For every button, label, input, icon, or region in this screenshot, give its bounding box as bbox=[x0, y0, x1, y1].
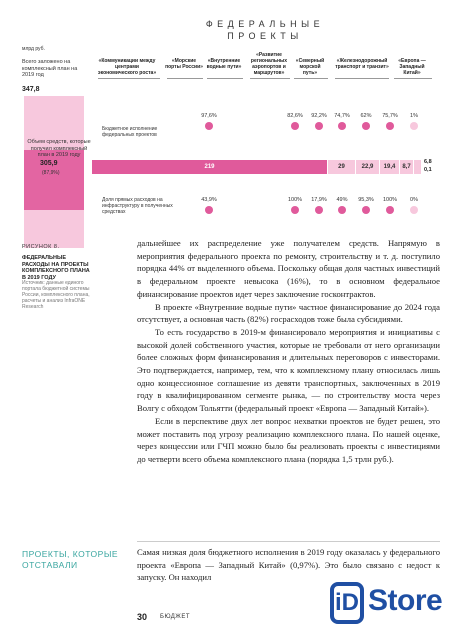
store-logo-mark: iD bbox=[330, 582, 364, 624]
row1-value-2: 82,6% bbox=[287, 113, 303, 119]
bar-segment-3: 22,9 bbox=[356, 160, 380, 174]
row1-value-3: 92,2% bbox=[311, 113, 327, 119]
col-head-3: «Внутренние водные пути» bbox=[206, 58, 242, 70]
col-rule-6 bbox=[335, 78, 389, 79]
page-header-title: ФЕДЕРАЛЬНЫЕ ПРОЕКТЫ bbox=[205, 19, 325, 41]
col-rule-5 bbox=[294, 78, 328, 79]
row1-value-6: 75,7% bbox=[382, 113, 398, 119]
row2-dot-5 bbox=[362, 206, 370, 214]
col-head-4: «Развитие региональных аэропортов и маршрутов» bbox=[250, 52, 288, 76]
row2-value-5: 95,3% bbox=[358, 197, 374, 203]
col-head-6: «Железнодорожный транспорт и транзит» bbox=[335, 58, 389, 70]
row1-dot-3 bbox=[315, 122, 323, 130]
body-paragraph-1: дальнейшее их распределение уже получателем средств. Напрямую в мероприятия федерального проекта по ремонту, строительству и т. д. поступило порядка 44% от выделенного объема. Поскольку общая доля частных инвестиций в федеральном проекте невысока (16%), то в основном федеральное финансирование проектов идет через заключение госконтрактов. bbox=[137, 238, 440, 299]
row2-value-4: 49% bbox=[336, 197, 348, 203]
section-heading: ПРОЕКТЫ, КОТОРЫЕ ОТСТАВАЛИ bbox=[22, 549, 119, 570]
col-head-1: «Коммуникации между центрами экономического роста» bbox=[97, 58, 157, 76]
footer-label: БЮДЖЕТ bbox=[160, 614, 191, 620]
col-head-2: «Морские порты России» bbox=[165, 58, 203, 70]
bar-segment-5: 8,7 bbox=[400, 160, 414, 174]
row2-label: Доля прямых расходов на инфраструктуру в полученных средствах bbox=[102, 197, 173, 215]
row1-dot-4 bbox=[338, 122, 346, 130]
store-logo-text: Store bbox=[368, 584, 443, 617]
col-rule-2 bbox=[167, 78, 203, 79]
page-number: 30 bbox=[137, 612, 148, 622]
row1-label: Бюджетное исполнение федеральных проектов bbox=[102, 126, 158, 138]
row1-dot-7 bbox=[410, 122, 418, 130]
row2-dot-6 bbox=[386, 206, 394, 214]
col-rule-4 bbox=[250, 78, 290, 79]
received-value: 305,9 bbox=[40, 160, 58, 167]
body-column bbox=[137, 237, 440, 466]
col-rule-7 bbox=[394, 78, 432, 79]
row2-value-6: 100% bbox=[382, 197, 398, 203]
total-value: 347,8 bbox=[22, 86, 40, 93]
row1-value-5: 62% bbox=[360, 113, 372, 119]
body-paragraph-4: Если в перспективе двух лет вопрос нехватки проектов не будет решен, это может поставить под угрозу реализацию комплексного плана. По нашей оценке, через концессии или ГЧП можно было бы реализовать проекты с инвестициями до четверти всего объема комплексного плана (порядка 1,5 трлн руб.). bbox=[137, 415, 440, 464]
section-rule bbox=[137, 541, 440, 542]
col-head-7: «Европа — Западный Китай» bbox=[398, 58, 426, 76]
row1-value-4: 74,7% bbox=[334, 113, 350, 119]
unit-label: млрд руб. bbox=[22, 46, 45, 52]
col-head-5: «Северный морской путь» bbox=[295, 58, 325, 76]
bar-segment-2: 29 bbox=[328, 160, 356, 174]
row1-dot-2 bbox=[291, 122, 299, 130]
received-pct: (87,9%) bbox=[42, 170, 60, 176]
row2-value-1: 43,9% bbox=[201, 197, 217, 203]
figure-source: Источник: данные единого портала бюджетной системы России, комплексного плана, расчеты и анализ InfraONE Research bbox=[22, 280, 90, 310]
row2-value-2: 100% bbox=[287, 197, 303, 203]
row2-dot-2 bbox=[291, 206, 299, 214]
row1-value-7: 1% bbox=[410, 113, 418, 119]
figure-label: РИСУНОК 8. bbox=[22, 244, 60, 250]
row1-dot-5 bbox=[362, 122, 370, 130]
body-paragraph-5: Самая низкая доля бюджетного исполнения в 2019 году оказалась у федерального проекта «Европа — Западный Китай» (0,97%). Это было связано с недост к запуску. Он находил bbox=[137, 547, 440, 583]
bar-value-7: 0,1 bbox=[424, 167, 432, 173]
col-rule-1 bbox=[98, 78, 160, 79]
row1-value-1: 97,6% bbox=[201, 113, 217, 119]
row2-value-3: 17,9% bbox=[311, 197, 327, 203]
figure-title: ФЕДЕРАЛЬНЫЕ РАСХОДЫ НА ПРОЕКТЫ КОМПЛЕКСНОГО ПЛАНА В 2019 ГОДУ bbox=[22, 255, 90, 281]
bar-segment-6 bbox=[414, 160, 422, 174]
bar-segment-4: 19,4 bbox=[380, 160, 400, 174]
row2-value-7: 0% bbox=[410, 197, 418, 203]
row2-dot-1 bbox=[205, 206, 213, 214]
body-paragraph-2: В проекте «Внутренние водные пути» частное финансирование до 2024 года отсутствует, а основная часть (82%) госрасходов тоже была субсидиями. bbox=[137, 301, 440, 325]
col-rule-3 bbox=[207, 78, 243, 79]
body-paragraph-3: То есть государство в 2019-м финансировало мероприятия и инициативы с высокой долей собственного участия, которые не требовали от него организации более сложных форм финансирования и длительных переговоров с инвесторами. Это подтверждается, например, тем, что к комплексному плану относилась лишь одно концессионное соглашение из девяти транспортных, заключенных в 2019 году в квалифицированном сегменте рынка, — по строительству моста через Волгу с обходом Тольятти (федеральный проект «Европа — Западный Китай»). bbox=[137, 326, 440, 414]
total-label: Всего заложено на комплексный план на 2019 год bbox=[22, 59, 78, 78]
received-bar bbox=[24, 150, 84, 210]
received-label: Объем средств, которые получил комплексный план в 2019 году bbox=[27, 139, 91, 158]
bar-value-6: 6,8 bbox=[424, 159, 432, 165]
bar-segment-1: 219 bbox=[92, 160, 328, 174]
row2-dot-4 bbox=[338, 206, 346, 214]
row2-dot-7 bbox=[410, 206, 418, 214]
row2-dot-3 bbox=[315, 206, 323, 214]
row1-dot-6 bbox=[386, 122, 394, 130]
row1-dot-1 bbox=[205, 122, 213, 130]
